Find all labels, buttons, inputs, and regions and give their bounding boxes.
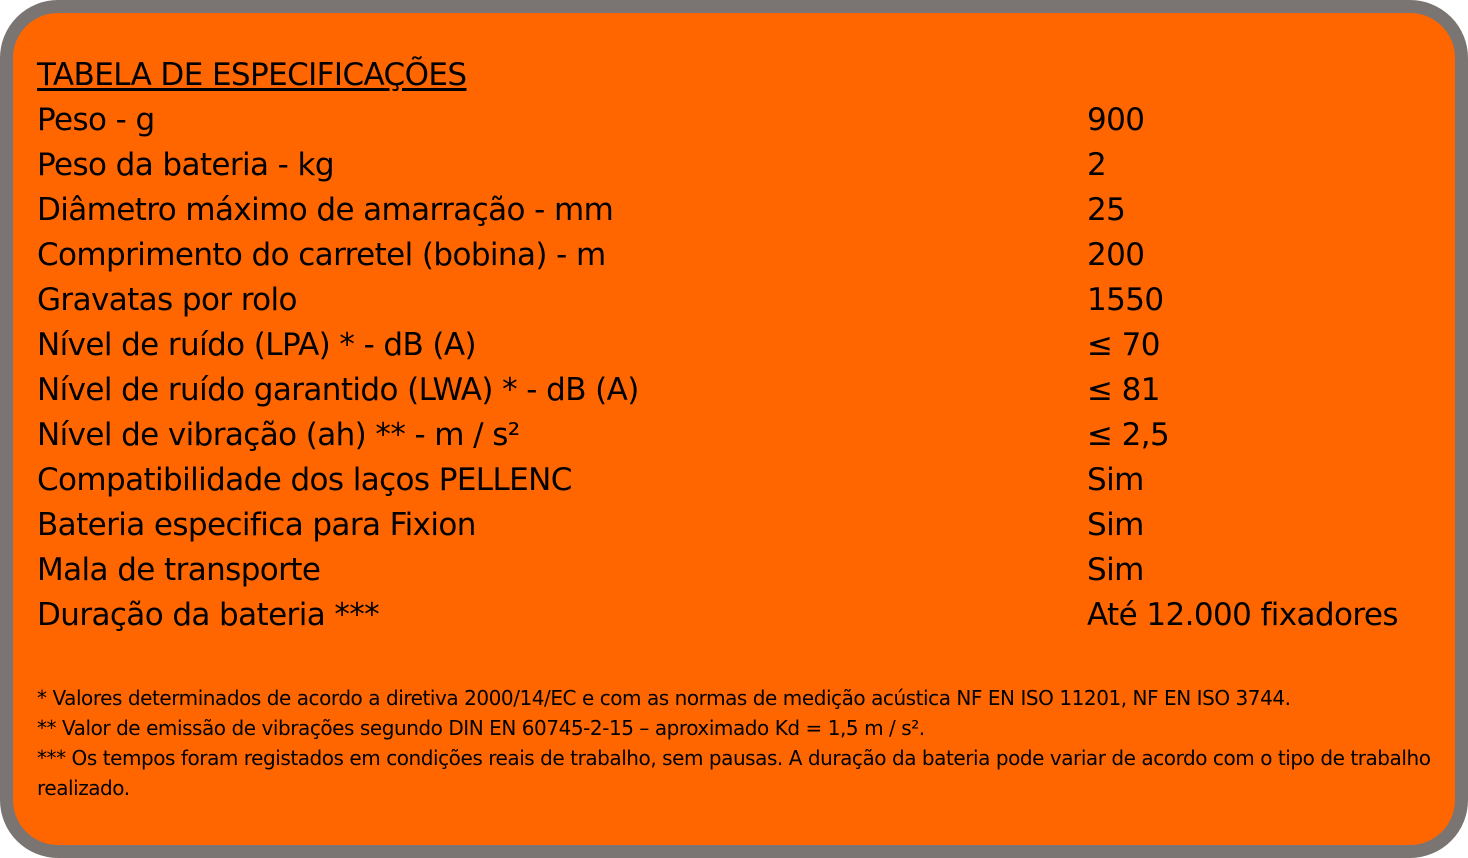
- footnote-battery-duration: *** Os tempos foram registados em condições reais de trabalho, sem pausas. A duração da bateria pode variar de acordo com o tipo de trabalho realizado.: [37, 746, 1431, 800]
- spec-row-max-tie-diameter: [37, 190, 1437, 235]
- spec-label: Duração da bateria ***: [37, 597, 380, 633]
- spec-label: Nível de ruído garantido (LWA) * - dB (A): [37, 372, 639, 408]
- spec-value: 900: [1087, 102, 1145, 138]
- spec-row-carry-case: [37, 550, 1437, 595]
- spec-value: Sim: [1087, 552, 1144, 588]
- spec-row-vibration-level: [37, 415, 1437, 460]
- spec-label: Peso da bateria - kg: [37, 147, 334, 183]
- spec-label: Compatibilidade dos laços PELLENC: [37, 462, 572, 498]
- spec-label: Nível de vibração (ah) ** - m / s²: [37, 417, 520, 453]
- spec-row-battery-weight: [37, 145, 1437, 190]
- spec-value: Até 12.000 fixadores: [1087, 597, 1398, 633]
- spec-label: Diâmetro máximo de amarração - mm: [37, 192, 614, 228]
- spec-label: Gravatas por rolo: [37, 282, 297, 318]
- footnotes: [37, 683, 1437, 803]
- spec-row-battery-life: [37, 595, 1437, 640]
- spec-label: Comprimento do carretel (bobina) - m: [37, 237, 606, 273]
- spec-row-noise-level: [37, 325, 1437, 370]
- footnote-vibration: ** Valor de emissão de vibrações segundo DIN EN 60745-2-15 – aproximado Kd = 1,5 m / s².: [37, 716, 925, 740]
- spec-value: 25: [1087, 192, 1126, 228]
- table-title: TABELA DE ESPECIFICAÇÕES: [37, 57, 467, 93]
- spec-row-fixion-battery: [37, 505, 1437, 550]
- specifications-table: [37, 100, 1437, 640]
- spec-value: 2: [1087, 147, 1107, 183]
- spec-value: Sim: [1087, 507, 1144, 543]
- spec-value: 200: [1087, 237, 1145, 273]
- spec-row-reel-length: [37, 235, 1437, 280]
- spec-value: Sim: [1087, 462, 1144, 498]
- spec-value: ≤ 81: [1087, 372, 1160, 408]
- footnote-noise: * Valores determinados de acordo a diretiva 2000/14/EC e com as normas de medição acústica NF EN ISO 11201, NF EN ISO 3744.: [37, 686, 1291, 710]
- spec-label: Bateria especifica para Fixion: [37, 507, 476, 543]
- spec-value: ≤ 2,5: [1087, 417, 1170, 453]
- spec-value: 1550: [1087, 282, 1164, 318]
- spec-value: ≤ 70: [1087, 327, 1160, 363]
- spec-label: Nível de ruído (LPA) * - dB (A): [37, 327, 477, 363]
- spec-row-pellenc-compatibility: [37, 460, 1437, 505]
- spec-row-ties-per-roll: [37, 280, 1437, 325]
- spec-row-weight: [37, 100, 1437, 145]
- spec-row-guaranteed-noise-level: [37, 370, 1437, 415]
- spec-label: Mala de transporte: [37, 552, 321, 588]
- spec-label: Peso - g: [37, 102, 155, 138]
